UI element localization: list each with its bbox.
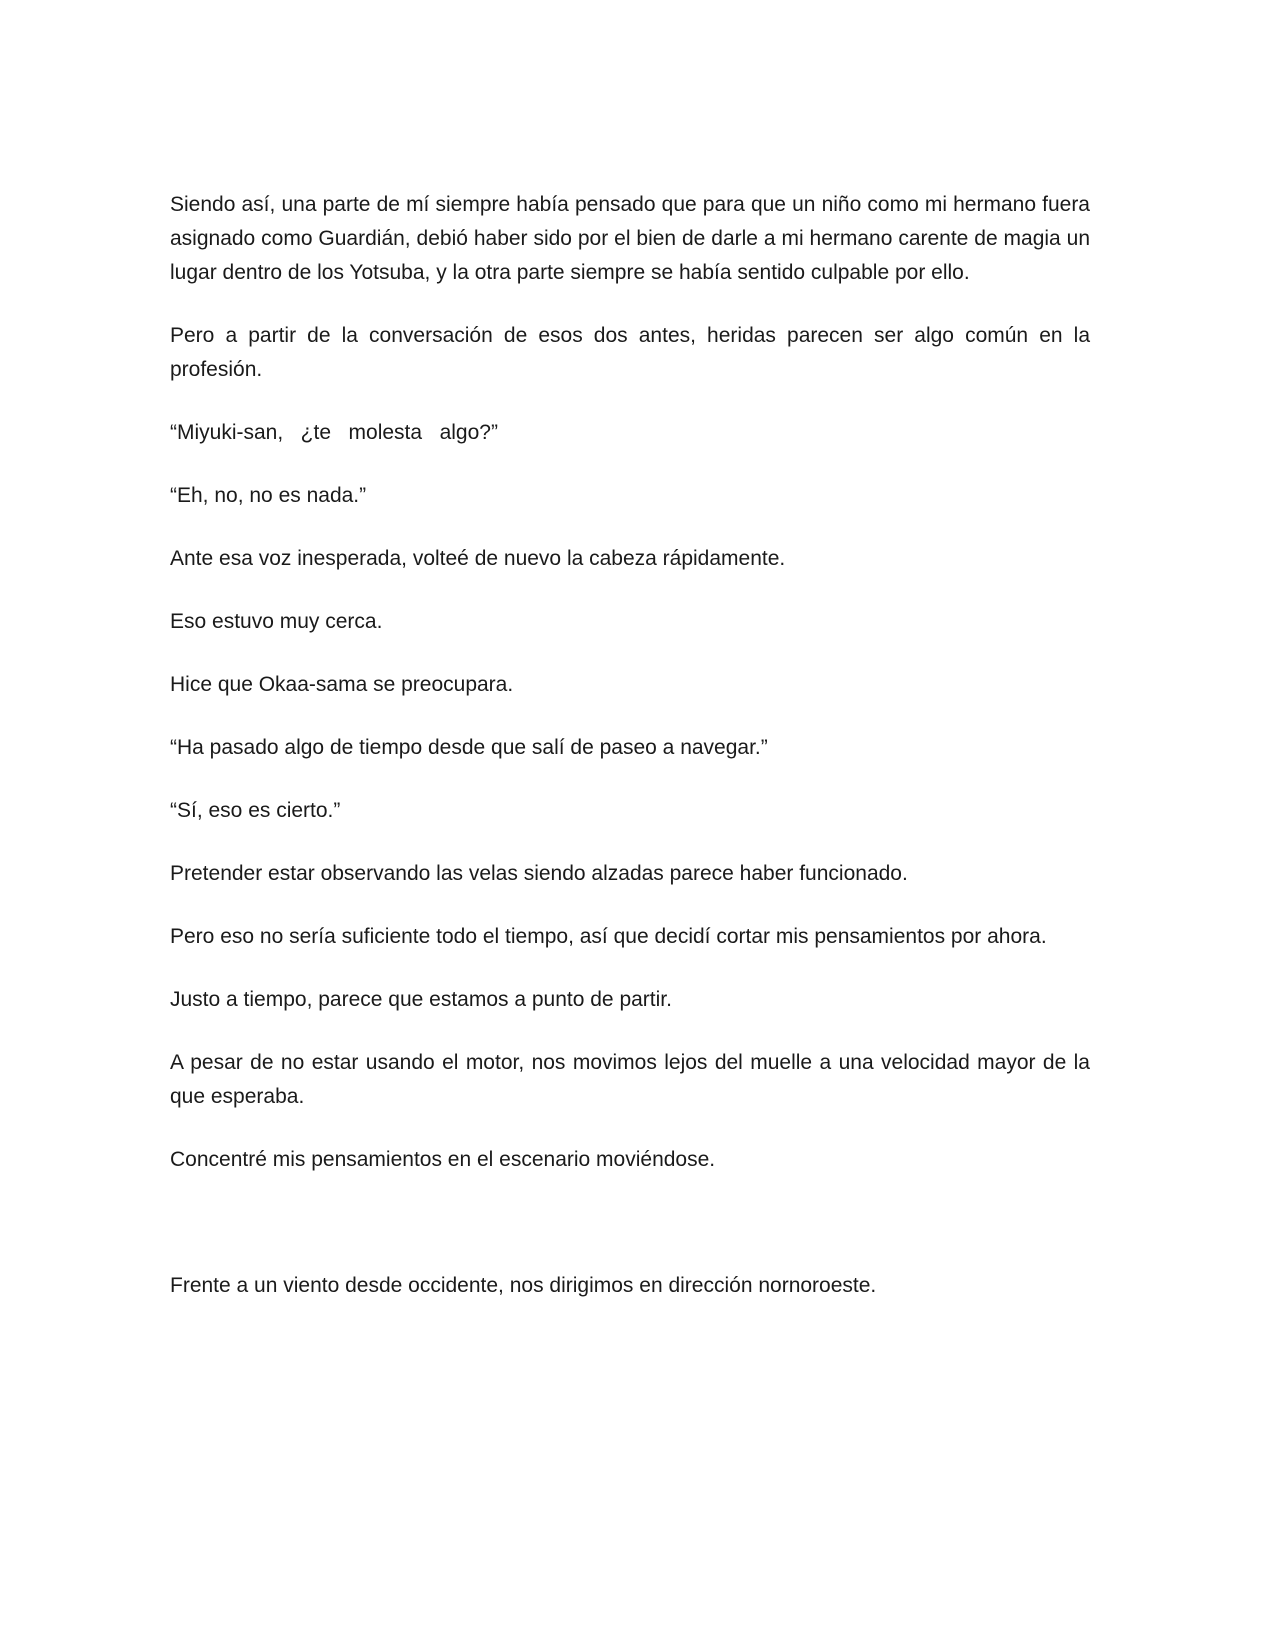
paragraph: Pretender estar observando las velas siendo alzadas parece haber funcionado.	[170, 862, 908, 885]
paragraph: Concentré mis pensamientos en el escenario moviéndose.	[170, 1148, 716, 1171]
paragraph: “Ha pasado algo de tiempo desde que salí de paseo a navegar.”	[170, 736, 768, 759]
paragraph: “Sí, eso es cierto.”	[170, 799, 341, 822]
paragraph: “Eh, no, no es nada.”	[170, 484, 367, 507]
paragraph: Hice que Okaa-sama se preocupara.	[170, 673, 514, 696]
paragraph: Frente a un viento desde occidente, nos dirigimos en dirección nornoroeste.	[170, 1274, 877, 1297]
paragraph: Siendo así, una parte de mí siempre había pensado que para que un niño como mi hermano fuera asignado como Guardián, debió haber sido por el bien de darle a mi hermano carente de magia un lugar dentro de los Yotsuba, y la otra parte siempre se había sentido culpable por ello.	[170, 193, 1096, 284]
paragraph: A pesar de no estar usando el motor, nos movimos lejos del muelle a una velocidad mayor de la que esperaba.	[170, 1051, 1096, 1108]
paragraph: Eso estuvo muy cerca.	[170, 610, 383, 633]
paragraph	[170, 1206, 1090, 1240]
paragraph: “Miyuki-san, ¿te molesta algo?”	[170, 421, 498, 444]
paragraph: Justo a tiempo, parece que estamos a punto de partir.	[170, 988, 672, 1011]
document-content	[170, 188, 1096, 1332]
paragraph: Ante esa voz inesperada, volteé de nuevo la cabeza rápidamente.	[170, 547, 786, 570]
paragraph: Pero a partir de la conversación de esos dos antes, heridas parecen ser algo común en la profesión.	[170, 324, 1096, 381]
paragraph: Pero eso no sería suficiente todo el tiempo, así que decidí cortar mis pensamientos por ahora.	[170, 925, 1047, 948]
